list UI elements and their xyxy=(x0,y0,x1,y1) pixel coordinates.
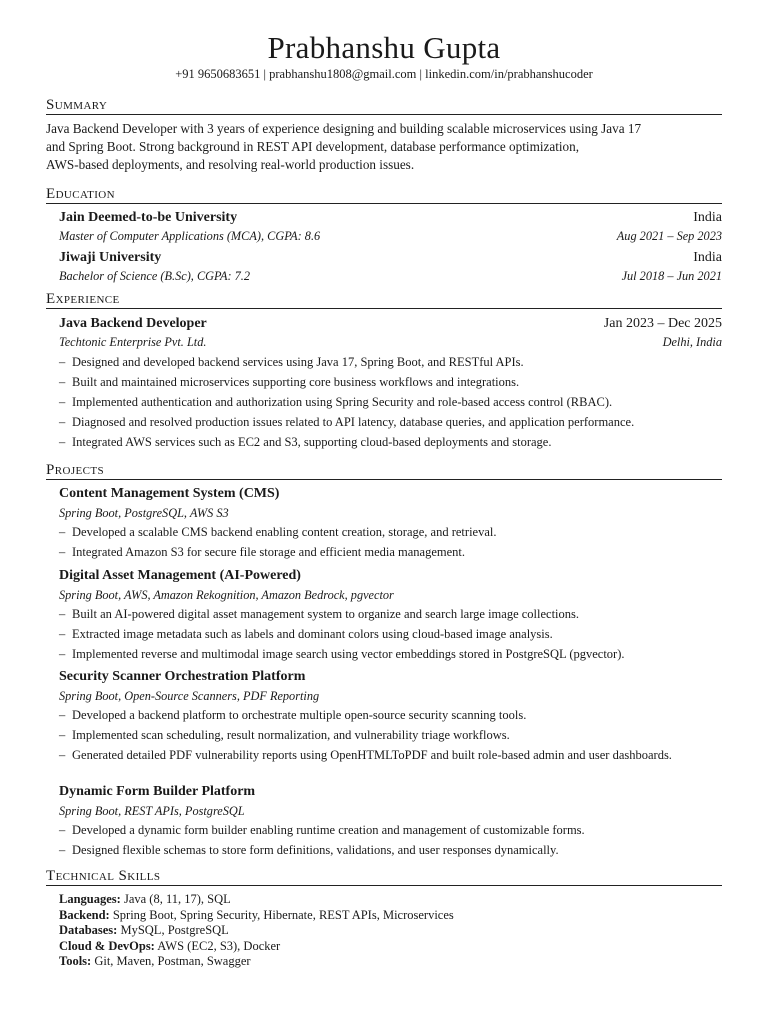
job-title: Java Backend Developer xyxy=(59,316,207,331)
section-heading-summary: Summary xyxy=(46,96,722,115)
skill-row xyxy=(46,908,722,924)
education-entry xyxy=(46,208,722,246)
skill-label: Backend: xyxy=(59,907,110,922)
job-dates: Jan 2023 – Dec 2025 xyxy=(603,316,722,331)
skill-value: AWS (EC2, S3), Docker xyxy=(157,938,281,953)
education-dates: Jul 2018 – Jun 2021 xyxy=(621,269,722,283)
project-entry xyxy=(46,484,722,562)
list-item: – Developed a dynamic form builder enabling runtime creation and management of customizable forms. xyxy=(59,823,585,837)
project-entry xyxy=(46,566,722,664)
project-title: Dynamic Form Builder Platform xyxy=(59,784,256,799)
experience-entry xyxy=(46,314,722,452)
skill-label: Cloud & DevOps: xyxy=(59,938,155,953)
project-title: Digital Asset Management (AI-Powered) xyxy=(59,568,301,583)
skill-row xyxy=(46,923,722,939)
project-tech: Spring Boot, PostgreSQL, AWS S3 xyxy=(59,506,229,520)
skill-row xyxy=(46,892,722,908)
education-dates: Aug 2021 – Sep 2023 xyxy=(616,229,722,243)
education-entry xyxy=(46,248,722,286)
project-title: Content Management System (CMS) xyxy=(59,486,280,501)
list-item: – Diagnosed and resolved production issues related to API latency, database queries, and application performance. xyxy=(59,415,635,429)
list-item: – Designed flexible schemas to store form definitions, validations, and user responses dynamically. xyxy=(59,843,559,857)
school-name: Jain Deemed-to-be University xyxy=(59,210,238,225)
skill-value: Git, Maven, Postman, Swagger xyxy=(94,954,251,968)
project-entry xyxy=(46,782,722,860)
list-item: – Developed a scalable CMS backend enabling content creation, storage, and retrieval. xyxy=(59,525,497,539)
summary-line: and Spring Boot. Strong background in REST API development, database performance optimization, xyxy=(46,139,580,154)
list-item: – Implemented reverse and multimodal image search using vector embeddings stored in PostgreSQL (pgvector). xyxy=(59,647,625,661)
list-item: – Integrated Amazon S3 for secure file storage and efficient media management. xyxy=(59,545,466,559)
skill-label: Languages: xyxy=(59,892,121,906)
skill-value: Java (8, 11, 17), SQL xyxy=(123,892,231,906)
school-location: India xyxy=(693,250,722,265)
degree: Bachelor of Science (B.Sc), CGPA: 7.2 xyxy=(59,269,250,283)
skill-label: Tools: xyxy=(59,954,92,968)
section-heading-skills: Technical Skills xyxy=(46,867,722,886)
summary-line: AWS-based deployments, and resolving real-world production issues. xyxy=(46,157,415,172)
list-item: – Integrated AWS services such as EC2 and S3, supporting cloud-based deployments and storage. xyxy=(59,435,552,449)
contact-line: +91 9650683651 | prabhanshu1808@gmail.com | linkedin.com/in/prabhanshucoder xyxy=(175,67,593,81)
project-entry xyxy=(46,667,722,765)
education-list xyxy=(46,208,722,286)
section-heading-projects: Projects xyxy=(46,461,722,480)
school-name: Jiwaji University xyxy=(59,250,162,265)
degree: Master of Computer Applications (MCA), CGPA: 8.6 xyxy=(59,229,321,243)
project-tech: Spring Boot, Open-Source Scanners, PDF Reporting xyxy=(59,689,320,703)
skill-value: MySQL, PostgreSQL xyxy=(120,923,229,937)
summary-text xyxy=(46,120,722,174)
skills-list xyxy=(46,892,722,970)
list-item: – Built an AI-powered digital asset management system to organize and search large image collections. xyxy=(59,607,580,621)
school-location: India xyxy=(693,210,722,225)
list-item: – Implemented authentication and authorization using Spring Security and role-based access control (RBAC). xyxy=(59,395,613,409)
skill-row xyxy=(46,939,722,955)
candidate-name: Prabhanshu Gupta xyxy=(267,30,501,65)
section-heading-experience: Experience xyxy=(46,290,722,309)
project-tech: Spring Boot, REST APIs, PostgreSQL xyxy=(59,804,245,818)
section-heading-education: Education xyxy=(46,185,722,204)
list-item: – Implemented scan scheduling, result normalization, and vulnerability triage workflows. xyxy=(59,728,510,742)
list-item: – Built and maintained microservices supporting core business workflows and integrations. xyxy=(59,375,520,389)
skill-row xyxy=(46,954,722,970)
list-item: – Developed a backend platform to orchestrate multiple open-source security scanning tools. xyxy=(59,708,527,722)
list-item: – Extracted image metadata such as labels and dominant colors using cloud-based image analysis. xyxy=(59,627,553,641)
list-item: – Designed and developed backend services using Java 17, Spring Boot, and RESTful APIs. xyxy=(59,355,524,369)
skill-label: Databases: xyxy=(59,923,118,937)
list-item: – Generated detailed PDF vulnerability reports using OpenHTMLToPDF and built role-based admin and user dashboards. xyxy=(59,748,672,762)
project-tech: Spring Boot, AWS, Amazon Rekognition, Amazon Bedrock, pgvector xyxy=(59,588,394,602)
skill-value: Spring Boot, Spring Security, Hibernate, REST APIs, Microservices xyxy=(112,907,454,922)
project-title: Security Scanner Orchestration Platform xyxy=(59,669,306,684)
job-location: Delhi, India xyxy=(662,335,722,349)
summary-line: Java Backend Developer with 3 years of experience designing and building scalable microservices using Java 17 xyxy=(46,121,642,136)
company-name: Techtonic Enterprise Pvt. Ltd. xyxy=(59,335,207,349)
